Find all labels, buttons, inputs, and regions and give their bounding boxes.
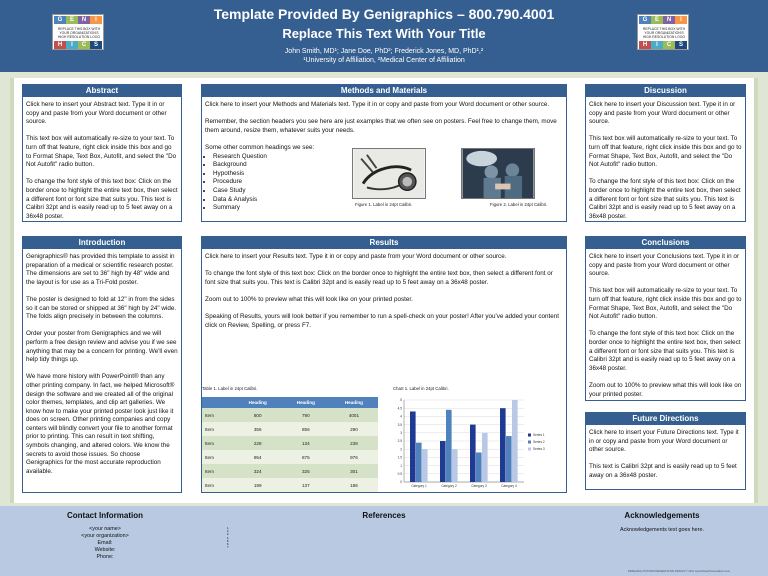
discussion-section[interactable] <box>585 84 746 222</box>
table-row <box>202 436 378 450</box>
figure-2-surgery-image[interactable] <box>461 148 535 199</box>
table-cell: Item <box>202 450 234 464</box>
reference-item: 6. <box>226 542 230 547</box>
logo-letter-tile: E <box>651 16 663 24</box>
table-header-cell: Heading <box>330 397 378 408</box>
table-cell: Item <box>202 478 234 492</box>
chart-caption: Chart 1. Label in 24pt Calibri. <box>393 386 449 391</box>
conclusions-para-2: This text box will automatically re-size to your text. To turn off that feature, right click inside this box and go to Format Shape, Text Box, Autofit, and select the "Do Not Autofit" radio button. <box>589 287 742 321</box>
introduction-heading: Introduction <box>23 237 181 249</box>
chart-bar <box>452 449 458 482</box>
table-cell: 856 <box>282 422 330 436</box>
references-heading: References <box>362 511 406 520</box>
results-para-4: Speaking of Results, yours will look better if you remember to run a spell-check on your poster! After you've added your content click on Review, Spelling, or press F7. <box>205 313 560 329</box>
methods-para-2: Remember, the section headers you see here are just examples that we often see on posters. Feel free to change them, move them around, resize them, whatever suits your needs. <box>205 118 557 134</box>
abstract-para-3: To change the font style of this text box: Click on the border once to highlight the entire text box, then select a different font or font size that suits you. This text is Calibri 32pt and is easily read up to 5 feet away on a 36x48 poster. <box>26 178 178 220</box>
results-para-3: Zoom out to 100% to preview what this will look like on your printed poster. <box>205 295 413 303</box>
chart-bar <box>512 400 518 482</box>
poster-title-line-1: Template Provided By Genigraphics – 800.790.4001 <box>213 6 555 22</box>
logo-placeholder-text: REPLACE THIS BOX WITH YOUR ORGANIZATION'S HIGH RESOLUTION LOGO <box>57 27 101 39</box>
methods-list-item: • Case Study <box>213 187 563 196</box>
chart-x-tick-label: Category 2 <box>441 484 457 488</box>
table-cell: 976 <box>330 450 378 464</box>
contact-line: <your name> <box>89 526 121 532</box>
table-cell: 790 <box>282 408 330 422</box>
discussion-para-3: To change the font style of this text box: Click on the border once to highlight the entire text box, then select a different font or font size that suits you. This text is Calibri 32pt and is easily read up to 5 feet away on a 36x48 poster. <box>589 178 741 220</box>
chart-legend-label: Series 3 <box>533 447 545 451</box>
future-directions-section[interactable] <box>585 412 746 490</box>
intro-para-3: Order your poster from Genigraphics and we will perform a free design review and advise you if we see anything that may be a concern for printing. We'll even help tidy things up. <box>26 330 178 364</box>
chart-bar <box>506 436 512 482</box>
discussion-heading: Discussion <box>586 85 745 97</box>
table-header-cell <box>202 397 234 408</box>
logo-letter-tile: G <box>54 16 66 24</box>
table-cell: 324 <box>234 464 282 478</box>
results-bar-chart <box>392 396 562 492</box>
logo-letter-tile: I <box>66 41 78 49</box>
logo-placeholder-left[interactable] <box>52 14 104 50</box>
table-cell: 301 <box>330 464 378 478</box>
results-table <box>202 397 378 492</box>
future-para-1: Click here to insert your Future Directions text. Type it in or copy and paste from your Word document or other source. <box>589 429 739 454</box>
chart-legend-label: Series 2 <box>533 440 545 444</box>
acknowledgements-text[interactable]: Acknowledgements text goes here. <box>620 527 704 533</box>
table-row <box>202 450 378 464</box>
reference-item: 1. <box>226 526 230 530</box>
table-caption: Table 1. Label in 24pt Calibri. <box>202 386 258 391</box>
table-cell: Item <box>202 408 234 422</box>
table-cell: 325 <box>282 464 330 478</box>
methods-heading: Methods and Materials <box>202 85 566 97</box>
table-cell: 238 <box>330 436 378 450</box>
reference-item: 2. <box>226 529 230 534</box>
table-header-row <box>202 397 378 408</box>
reference-item: 4. <box>226 535 230 540</box>
chart-y-tick-label: 1 <box>400 463 402 468</box>
contact-info[interactable] <box>40 526 170 561</box>
methods-list-item: • Procedure <box>213 178 563 187</box>
intro-para-4: We have more history with PowerPoint® than any other printing company. In fact, we helped Microsoft® design the software and we created all of the original color themes, templates, and clip art galleries. We know how to make your printed poster look just like it does on screen. Other printing companies and copy centers will blindly convert your file to another format prior to printing. This can result in text shifting, symbols changing, and altered colors. We know the secrets to avoid those issues. So choose Genigraphics for the most accurate reproduction available. <box>26 373 175 475</box>
chart-y-tick-label: 4 <box>400 414 402 419</box>
reference-item: 3. <box>226 532 230 537</box>
table-row <box>202 478 378 492</box>
logo-letter-tile: I <box>90 16 102 24</box>
chart-y-tick-label: 2.5 <box>397 439 402 444</box>
abstract-section[interactable] <box>22 84 182 222</box>
logo-letter-tile: E <box>66 16 78 24</box>
chart-legend-label: Series 1 <box>533 433 545 437</box>
abstract-para-2: This text box will automatically re-size to your text. To turn off that feature, right click inside this box and go to Format Shape, Text Box, Autofit, and select the "Do Not Autofit" radio button. <box>26 135 177 169</box>
figure-1-stethoscope-image[interactable] <box>352 148 426 199</box>
chart-x-tick-label: Category 1 <box>411 484 427 488</box>
conclusions-section[interactable] <box>585 236 746 401</box>
logo-placeholder-right[interactable] <box>637 14 689 50</box>
logo-letter-tile: S <box>675 41 687 49</box>
figure-2-caption: Figure 2. Label in 24pt Calibri. <box>490 202 548 207</box>
chart-legend-swatch <box>528 441 531 444</box>
logo-letter-tile: S <box>90 41 102 49</box>
chart-y-tick-label: 2 <box>400 447 402 452</box>
chart-bar <box>422 449 428 482</box>
acknowledgements-heading: Acknowledgements <box>624 511 700 520</box>
contact-line: Email: <box>97 540 113 546</box>
methods-para-3: Some other common headings we see: <box>205 143 315 151</box>
table-cell: 134 <box>282 436 330 450</box>
conclusions-para-1: Click here to insert your Conclusions text. Type it in or copy and paste from your Word document or other source. <box>589 253 740 278</box>
table-row <box>202 464 378 478</box>
logo-letter-tile: N <box>78 16 90 24</box>
intro-para-2: The poster is designed to fold at 12" in from the sides so it can be stored or shipped at 36" high by 24" wide. The folds align precisely in between the columns. <box>26 295 177 321</box>
results-heading: Results <box>202 237 566 249</box>
contact-line: Website: <box>94 547 116 553</box>
chart-bar <box>470 425 476 482</box>
future-directions-heading: Future Directions <box>586 413 745 425</box>
table-cell: 290 <box>330 422 378 436</box>
table-cell: 800 <box>234 408 282 422</box>
logo-letter-tile: C <box>663 41 675 49</box>
chart-y-tick-label: 1.5 <box>397 455 402 460</box>
chart-legend-swatch <box>528 448 531 451</box>
table-cell: 186 <box>330 478 378 492</box>
methods-list-item: • Data & Analysis <box>213 196 563 205</box>
future-para-2: This text is Calibri 32pt and is easily read up to 5 feet away on a 36x48 poster. <box>589 463 737 479</box>
affiliations: ¹University of Affiliation, ²Medical Center of Affiliation <box>303 57 465 64</box>
chart-y-tick-label: 5 <box>400 398 402 403</box>
chart-bar <box>500 408 506 482</box>
conclusions-heading: Conclusions <box>586 237 745 249</box>
chart-bar <box>482 433 488 482</box>
authors: John Smith, MD¹; Jane Doe, PhD²; Frederick Jones, MD, PhD¹,² <box>284 48 484 55</box>
methods-list-item: • Summary <box>213 204 563 213</box>
results-para-2: To change the font style of this text box: Click on the border once to highlight the entire text box, then select a different font or font size that suits you. This text is Calibri 32pt and is easily read up to 5 feet away on a 36x48 poster. <box>205 270 553 286</box>
table-header-cell: Heading <box>282 397 330 408</box>
chart-y-tick-label: 0.5 <box>397 472 402 476</box>
methods-list-item: • Research Question <box>213 153 563 162</box>
logo-letter-tile: H <box>54 41 66 49</box>
chart-y-tick-label: 3.5 <box>397 422 402 427</box>
chart-x-tick-label: Category 3 <box>471 484 487 488</box>
methods-list-item: • Hypothesis <box>213 170 563 179</box>
discussion-para-2: This text box will automatically re-size to your text. To turn off that feature, right click inside this box and go to Format Shape, Text Box, Autofit, and select the "Do Not Autofit" radio button. <box>589 135 742 169</box>
table-cell: Item <box>202 422 234 436</box>
references-list[interactable] <box>224 527 232 549</box>
chart-bar <box>446 410 452 482</box>
table-cell: 875 <box>282 450 330 464</box>
chart-y-tick-label: 4.5 <box>397 406 402 411</box>
table-header-cell: Heading <box>234 397 282 408</box>
chart-legend-swatch <box>528 434 531 437</box>
contact-line: Phone: <box>96 554 114 560</box>
logo-letter-tile: N <box>663 16 675 24</box>
fine-print: RESEARCH POSTER PRESENTATION DESIGN © 2012 www.PosterPresentations.com <box>628 570 730 573</box>
contact-line: <your organization> <box>81 533 129 539</box>
methods-para-1: Click here to insert your Methods and Materials text. Type it in or copy and paste from your Word document or other source. <box>205 101 550 108</box>
methods-list-item: • Background <box>213 161 563 170</box>
introduction-section[interactable] <box>22 236 182 493</box>
chart-bar <box>410 411 416 482</box>
logo-letter-tile: G <box>639 16 651 24</box>
table-cell: 199 <box>234 478 282 492</box>
chart-x-tick-label: Category 4 <box>501 484 517 488</box>
logo-placeholder-text: REPLACE THIS BOX WITH YOUR ORGANIZATION'S HIGH RESOLUTION LOGO <box>642 27 686 39</box>
figure-1-caption: Figure 1. Label in 24pt Calibri. <box>355 202 413 207</box>
conclusions-para-4: Zoom out to 100% to preview what this will look like on your printed poster. <box>589 381 742 398</box>
abstract-para-1: Click here to insert your Abstract text. Type it in or copy and paste from your Word document or other source. <box>26 101 167 126</box>
poster-title-line-2: Replace This Text With Your Title <box>282 26 486 41</box>
abstract-heading: Abstract <box>23 85 181 97</box>
table-cell: 356 <box>234 422 282 436</box>
reference-item: 5. <box>226 538 230 543</box>
chart-bar <box>476 452 482 482</box>
table-row <box>202 408 378 422</box>
chart-y-tick-label: 3 <box>400 431 402 435</box>
logo-letter-tile: H <box>639 41 651 49</box>
logo-letter-tile: C <box>78 41 90 49</box>
table-cell: 4001 <box>330 408 378 422</box>
logo-letter-tile: I <box>675 16 687 24</box>
intro-para-1: Genigraphics® has provided this template to assist in preparation of a medical or scientific research poster. The dimensions are set to 36" high by 48" wide and the layout is for use as a Tri-Fold poster. <box>26 253 175 286</box>
reference-item: 7. <box>226 545 230 550</box>
chart-bar <box>416 443 422 482</box>
discussion-para-1: Click here to insert your Discussion text. Type it in or copy and paste from your Word document or other source. <box>589 101 736 126</box>
table-cell: Item <box>202 436 234 450</box>
chart-y-tick-label: 0 <box>400 480 402 485</box>
table-cell: 137 <box>282 478 330 492</box>
results-para-1: Click here to insert your Results text. Type it in or copy and paste from your Word document or other source. <box>205 253 507 260</box>
table-cell: 954 <box>234 450 282 464</box>
table-cell: Item <box>202 464 234 478</box>
logo-letter-tile: I <box>651 41 663 49</box>
chart-bar <box>440 441 446 482</box>
table-row <box>202 422 378 436</box>
conclusions-para-3: To change the font style of this text box: Click on the border once to highlight the entire text box, then select a different font or font size that suits you. This text is Calibri 32pt and is easily read up to 5 feet away on a 36x48 poster. <box>589 330 741 372</box>
table-cell: 228 <box>234 436 282 450</box>
contact-heading: Contact Information <box>67 511 143 520</box>
